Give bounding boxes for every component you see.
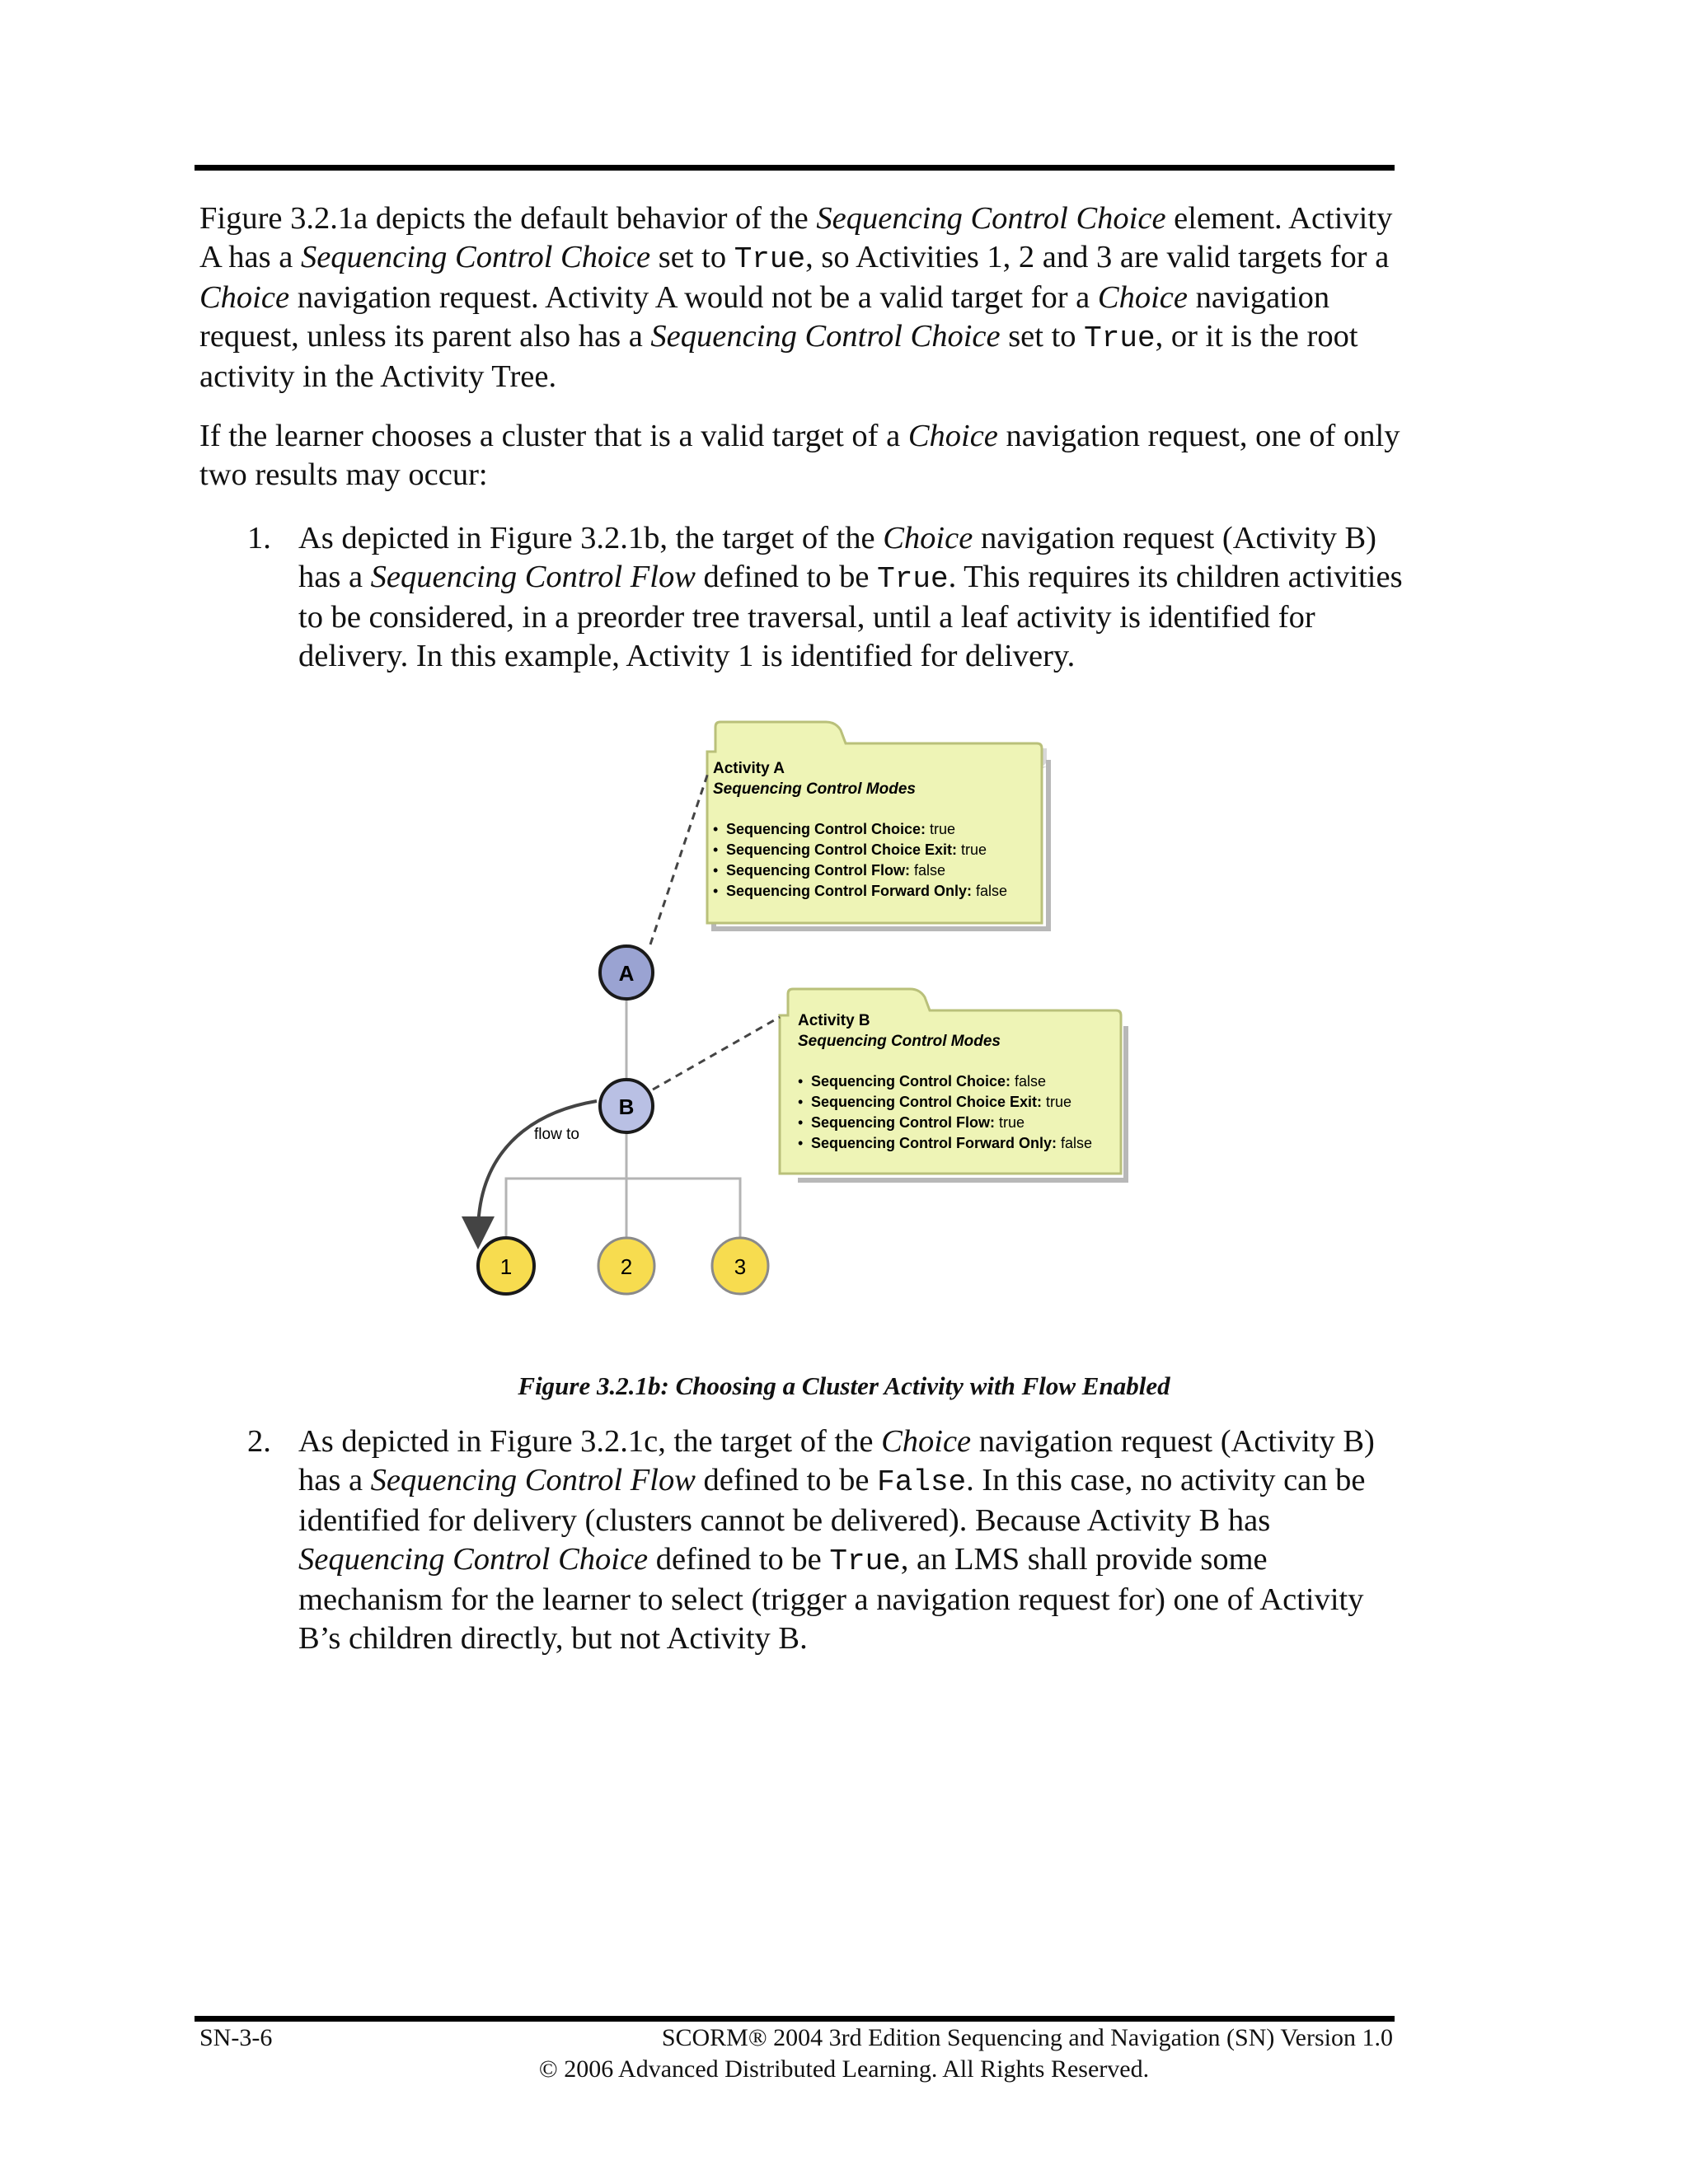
mode-label: Sequencing Control Flow: [726,862,910,879]
leader-line-b [653,1017,780,1090]
bullet-icon: • [713,883,719,899]
activity-b-item [798,1114,1025,1131]
bullet-icon: • [798,1073,804,1090]
mode-row [811,1135,1092,1151]
node-2 [598,1238,654,1294]
mode-value: true [999,1114,1025,1131]
paragraph-1: Figure 3.2.1a depicts the default behavior of the Sequencing Control Choice element. Activity A has a Sequencing Control Choice set to True, so Activities 1, 2 and 3 are valid targets for a Choice navigation request. Activity A would not be a valid target for a Choice navigation request, unless its parent also has a Sequencing Control Choice set to True, or it is the root activity in the Activity Tree. [199,201,1393,394]
mode-row [726,821,955,837]
activity-b-item [798,1073,1046,1090]
bullet-icon: • [798,1114,804,1131]
mode-row [726,862,945,879]
activity-b-title: Activity B [798,1012,870,1029]
activity-a-item [713,821,955,837]
mode-label: Sequencing Control Choice Exit: [811,1094,1043,1110]
node-a [600,946,653,999]
node-a-label: A [618,961,635,986]
list-item-2: As depicted in Figure 3.2.1c, the target of the Choice navigation request (Activity B) has a Sequencing Control Flow defined to be False. In this case, no activity can be identified for delivery (clusters cannot be delivered). Because Activity B has Sequencing Control Choice defined to be True, an LMS shall provide some mechanism for the learner to select (trigger a navigation request for) one of Activity B’s children directly, but not Activity B. [298,1424,1375,1656]
mode-value: true [961,841,987,858]
mode-value: false [914,862,946,879]
list-item-1: As depicted in Figure 3.2.1b, the target of the Choice navigation request (Activity B) has a Sequencing Control Flow defined to be True. This requires its children activities to be considered, in a preorder tree traversal, until a leaf activity is identified for delivery. In this example, Activity 1 is identified for delivery. [298,521,1403,673]
activity-a-callout [707,722,1048,929]
mode-value: true [930,821,956,837]
activity-b-callout [780,989,1126,1180]
mode-value: false [1015,1073,1047,1090]
leader-line-a [650,771,709,944]
mode-label: Sequencing Control Forward Only: [726,883,973,899]
mode-label: Sequencing Control Choice Exit: [726,841,958,858]
bullet-icon: • [713,841,719,858]
mode-row [726,841,987,858]
flow-arrow [478,1101,597,1233]
list-number-1: 1. [247,521,271,555]
bullet-icon: • [798,1135,804,1151]
activity-a-item [713,862,945,879]
mode-row [811,1073,1046,1090]
mode-row [811,1114,1025,1131]
flow-label: flow to [534,1126,579,1143]
activity-b-item [798,1135,1092,1151]
paragraph-2: If the learner chooses a cluster that is a valid target of a Choice navigation request, one of only two results may occur: [199,419,1400,492]
activity-a-title: Activity A [713,760,785,777]
bullet-icon: • [713,821,719,837]
bullet-icon: • [798,1094,804,1110]
node-1-label: 1 [499,1254,513,1279]
edge-bracket [506,1179,740,1238]
activity-a-subtitle: Sequencing Control Modes [713,780,916,798]
footer-doc-title: SCORM® 2004 3rd Edition Sequencing and Navigation (SN) Version 1.0 [661,2024,1393,2051]
mode-label: Sequencing Control Choice: [726,821,926,837]
node-3 [712,1238,768,1294]
mode-value: false [1061,1135,1093,1151]
footer-page-id: SN-3-6 [199,2024,273,2051]
node-2-label: 2 [620,1254,633,1279]
mode-value: true [1046,1094,1072,1110]
activity-b-subtitle: Sequencing Control Modes [798,1033,1001,1050]
mode-row [811,1094,1071,1110]
footer-rule [195,2016,1395,2022]
mode-value: false [976,883,1008,899]
bullet-icon: • [713,862,719,879]
footer-copyright: © 2006 Advanced Distributed Learning. All Rights Reserved. [538,2055,1150,2083]
activity-a-item [713,841,987,858]
mode-label: Sequencing Control Flow: [811,1114,995,1131]
mode-row [726,883,1007,899]
node-3-label: 3 [734,1254,747,1279]
node-b [600,1080,653,1132]
activity-a-item [713,883,1007,899]
node-1 [478,1238,534,1294]
activity-b-item [798,1094,1071,1110]
list-number-2: 2. [247,1424,271,1459]
mode-label: Sequencing Control Choice: [811,1073,1011,1090]
mode-label: Sequencing Control Forward Only: [811,1135,1057,1151]
figure-caption: Figure 3.2.1b: Choosing a Cluster Activity with Flow Enabled [518,1371,1170,1400]
node-b-label: B [618,1094,635,1119]
